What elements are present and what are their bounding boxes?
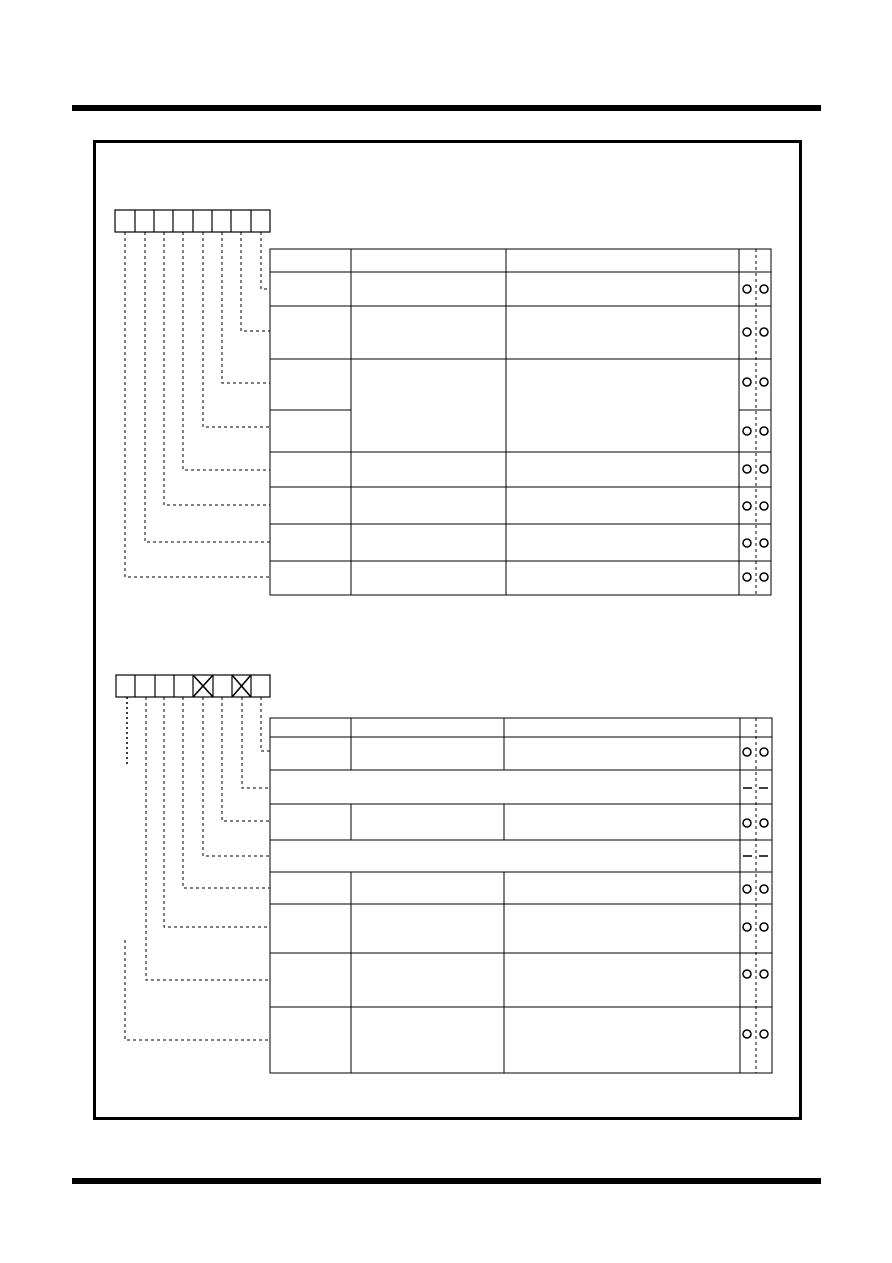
unused-bit-cross-icon	[232, 675, 251, 697]
read-write-circle-icon	[760, 1030, 768, 1038]
read-write-circle-icon	[760, 970, 768, 978]
read-write-circle-icon	[743, 748, 751, 756]
read-write-circle-icon	[743, 923, 751, 931]
bit-table-bottom	[270, 718, 772, 1073]
read-write-circle-icon	[760, 285, 768, 293]
read-write-circle-icon	[760, 885, 768, 893]
read-write-circle-icon	[743, 819, 751, 827]
read-write-circle-icon	[760, 923, 768, 931]
read-write-circle-icon	[743, 285, 751, 293]
read-write-circle-icon	[760, 748, 768, 756]
read-write-circle-icon	[760, 573, 768, 581]
read-write-circle-icon	[743, 427, 751, 435]
bit-field-top	[115, 210, 270, 232]
read-write-circle-icon	[760, 539, 768, 547]
read-write-circle-icon	[743, 378, 751, 386]
read-write-circle-icon	[760, 427, 768, 435]
leader-lines-bottom	[125, 697, 270, 1040]
read-write-circle-icon	[743, 573, 751, 581]
bit-field-bottom	[116, 675, 270, 697]
register-top	[115, 210, 771, 595]
read-write-circle-icon	[760, 819, 768, 827]
read-write-circle-icon	[743, 465, 751, 473]
read-write-circle-icon	[760, 465, 768, 473]
read-write-circle-icon	[760, 328, 768, 336]
read-write-circle-icon	[760, 378, 768, 386]
bit-table-top	[270, 249, 771, 595]
read-write-circle-icon	[743, 328, 751, 336]
read-write-circle-icon	[743, 885, 751, 893]
leader-lines-top	[125, 232, 270, 577]
unused-bit-cross-icon	[193, 675, 213, 697]
read-write-circle-icon	[760, 502, 768, 510]
read-write-circle-icon	[743, 539, 751, 547]
read-write-circle-icon	[743, 1030, 751, 1038]
read-write-circle-icon	[743, 502, 751, 510]
register-bottom	[116, 675, 772, 1073]
read-write-circle-icon	[743, 970, 751, 978]
